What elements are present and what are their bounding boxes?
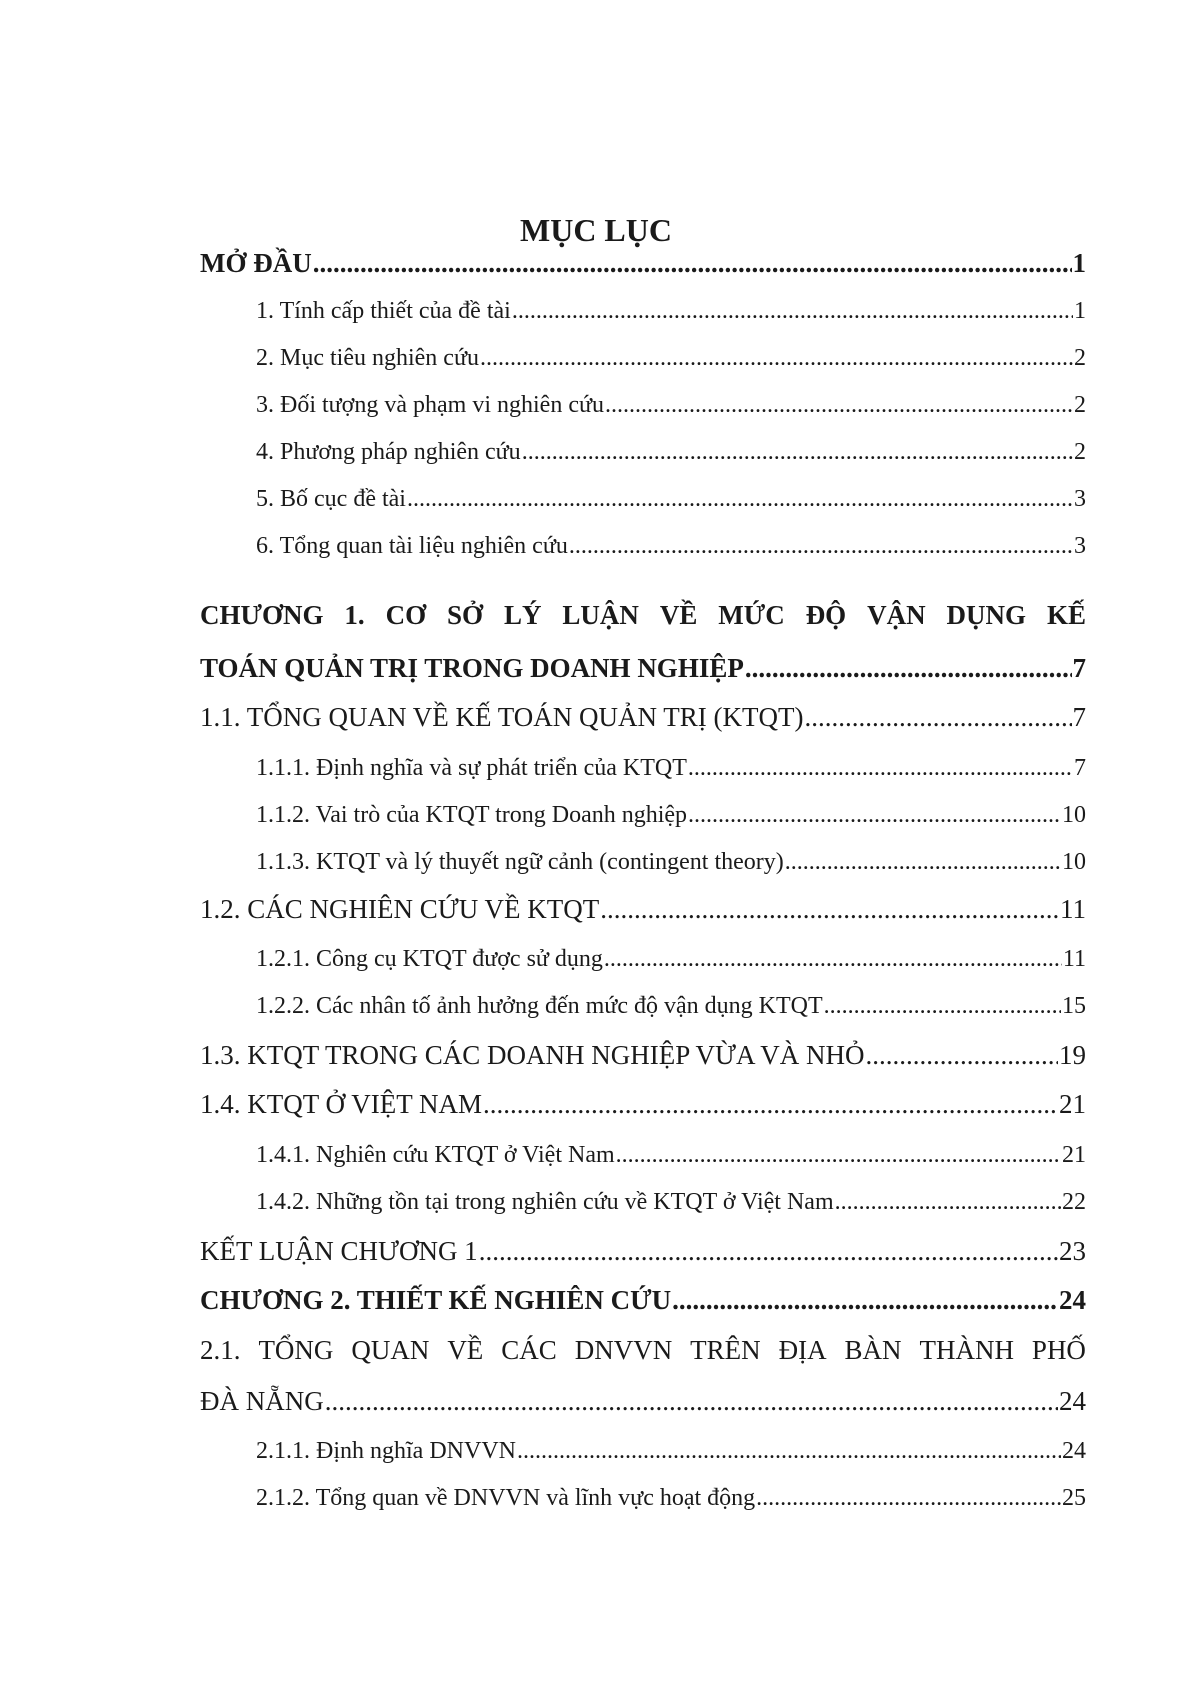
toc-label: KẾT LUẬN CHƯƠNG 1 <box>200 1236 478 1266</box>
toc-page-number: 7 <box>1072 653 1086 683</box>
toc-leader-dots <box>688 802 1061 829</box>
toc-page-number: 10 <box>1062 849 1086 875</box>
toc-label: 4. Phương pháp nghiên cứu <box>256 439 521 465</box>
toc-label: CHƯƠNG 2. THIẾT KẾ NGHIÊN CỨU <box>200 1285 672 1315</box>
toc-leader-dots <box>517 1438 1061 1465</box>
toc-word: VỀ <box>447 1335 484 1365</box>
toc-page-number: 11 <box>1062 946 1086 972</box>
toc-label: 2.1.2. Tổng quan về DNVVN và lĩnh vực hoạt động <box>256 1485 756 1511</box>
toc-page-number: 19 <box>1059 1040 1086 1070</box>
toc-entry <box>256 849 1086 876</box>
toc-entry <box>256 755 1086 782</box>
toc-word: TRÊN <box>690 1335 761 1365</box>
toc-word: DNVVN <box>574 1335 673 1365</box>
toc-label: 1.2.2. Các nhân tố ảnh hưởng đến mức độ vận dụng KTQT <box>256 993 823 1019</box>
toc-leader-dots <box>600 894 1059 925</box>
toc-leader-dots <box>824 993 1061 1020</box>
toc-leader-dots <box>835 1189 1061 1216</box>
toc-label: 1.2. CÁC NGHIÊN CỨU VỀ KTQT <box>200 894 600 924</box>
toc-leader-dots <box>522 439 1073 466</box>
toc-entry-chapter2 <box>200 1285 1086 1316</box>
toc-entry-section-1-2 <box>200 894 1086 925</box>
toc-leader-dots <box>756 1485 1061 1512</box>
toc-word: DỤNG <box>946 600 1027 630</box>
toc-page-number: 15 <box>1062 993 1086 1019</box>
toc-word: THÀNH <box>919 1335 1014 1365</box>
toc-leader-dots <box>804 702 1071 733</box>
toc-label: 1.2.1. Công cụ KTQT được sử dụng <box>256 946 603 972</box>
toc-label: 1.1.1. Định nghĩa và sự phát triển của KTQT <box>256 755 687 781</box>
toc-entry <box>256 802 1086 829</box>
toc-label: 3. Đối tượng và phạm vi nghiên cứu <box>256 392 604 418</box>
toc-entry-section-1-1 <box>200 702 1086 733</box>
toc-entry-conclusion-1 <box>200 1236 1086 1267</box>
toc-page-number: 1 <box>1074 298 1086 324</box>
toc-label: 1.1.2. Vai trò của KTQT trong Doanh nghiệp <box>256 802 688 828</box>
toc-page-number: 21 <box>1059 1089 1086 1119</box>
toc-word: 2.1. <box>200 1335 241 1365</box>
toc-word: TỔNG <box>258 1335 334 1365</box>
toc-word: VẬN <box>867 600 926 630</box>
toc-entry <box>256 533 1086 560</box>
toc-leader-dots <box>407 486 1073 513</box>
toc-word: KẾ <box>1046 600 1086 630</box>
toc-entry <box>256 345 1086 372</box>
toc-word: QUAN <box>351 1335 430 1365</box>
toc-page-number: 22 <box>1062 1189 1086 1215</box>
toc-word: PHỐ <box>1031 1335 1086 1365</box>
toc-leader-dots <box>479 1236 1058 1267</box>
toc-page-number: 23 <box>1059 1236 1086 1266</box>
toc-page-number: 21 <box>1062 1142 1086 1168</box>
toc-entry <box>256 392 1086 419</box>
toc-leader-dots <box>745 653 1072 684</box>
toc-entry-section-1-4 <box>200 1089 1086 1120</box>
toc-label: 5. Bố cục đề tài <box>256 486 406 512</box>
toc-page-number: 24 <box>1059 1386 1086 1416</box>
toc-label: 1.1.3. KTQT và lý thuyết ngữ cảnh (contingent theory) <box>256 849 784 875</box>
toc-entry-section-1-3 <box>200 1040 1086 1071</box>
toc-entry <box>256 486 1086 513</box>
toc-label: 1.4.1. Nghiên cứu KTQT ở Việt Nam <box>256 1142 615 1168</box>
toc-word: CƠ <box>385 600 427 630</box>
toc-word: CHƯƠNG <box>200 600 324 630</box>
toc-label: 1.4. KTQT Ở VIỆT NAM <box>200 1089 482 1119</box>
toc-page-number: 3 <box>1074 486 1086 512</box>
toc-entry <box>256 946 1086 973</box>
toc-word: MỨC <box>718 600 785 630</box>
toc-label: 1.4.2. Những tồn tại trong nghiên cứu về KTQT ở Việt Nam <box>256 1189 834 1215</box>
toc-leader-dots <box>313 248 1072 279</box>
toc-leader-dots <box>325 1386 1058 1417</box>
toc-leader-dots <box>604 946 1062 973</box>
toc-label: 6. Tổng quan tài liệu nghiên cứu <box>256 533 568 559</box>
toc-word: ĐỘ <box>805 600 847 630</box>
toc-entry <box>256 1142 1086 1169</box>
toc-label: 2. Mục tiêu nghiên cứu <box>256 345 479 371</box>
toc-entry-section-2-1 <box>200 1386 1086 1417</box>
toc-label: ĐÀ NẴNG <box>200 1386 324 1416</box>
toc-label: TOÁN QUẢN TRỊ TRONG DOANH NGHIỆP <box>200 653 744 683</box>
toc-leader-dots <box>688 755 1073 782</box>
toc-word: LUẬN <box>562 600 639 630</box>
toc-word: VỀ <box>659 600 698 630</box>
toc-leader-dots <box>483 1089 1058 1120</box>
toc-leader-dots <box>672 1285 1058 1316</box>
toc-entry <box>256 993 1086 1020</box>
toc-label: 2.1.1. Định nghĩa DNVVN <box>256 1438 516 1464</box>
toc-word: 1. <box>344 600 365 630</box>
toc-entry <box>256 1438 1086 1465</box>
toc-entry <box>256 298 1086 325</box>
toc-chapter1-line1 <box>200 600 1086 631</box>
toc-leader-dots <box>512 298 1073 325</box>
toc-leader-dots <box>865 1040 1058 1071</box>
toc-page-number: 11 <box>1060 894 1086 924</box>
toc-page-number: 2 <box>1074 392 1086 418</box>
toc-label: 1.3. KTQT TRONG CÁC DOANH NGHIỆP VỪA VÀ NHỎ <box>200 1040 865 1070</box>
toc-page-number: 10 <box>1062 802 1086 828</box>
toc-entry <box>256 439 1086 466</box>
toc-leader-dots <box>605 392 1073 419</box>
toc-leader-dots <box>569 533 1073 560</box>
toc-word: SỞ <box>447 600 484 630</box>
toc-leader-dots <box>785 849 1061 876</box>
toc-leader-dots <box>480 345 1073 372</box>
toc-page-number: 7 <box>1072 702 1086 732</box>
toc-label: 1.1. TỔNG QUAN VỀ KẾ TOÁN QUẢN TRỊ (KTQT) <box>200 702 804 732</box>
toc-page-number: 25 <box>1062 1485 1086 1511</box>
toc-page-number: 1 <box>1072 248 1086 278</box>
toc-word: CÁC <box>501 1335 557 1365</box>
toc-entry-chapter1 <box>200 653 1086 684</box>
toc-entry-mo-dau <box>200 248 1086 279</box>
toc-page-number: 24 <box>1059 1285 1086 1315</box>
toc-label: 1. Tính cấp thiết của đề tài <box>256 298 511 324</box>
toc-entry <box>256 1189 1086 1216</box>
toc-page-number: 3 <box>1074 533 1086 559</box>
toc-page-number: 2 <box>1074 439 1086 465</box>
toc-page-number: 7 <box>1074 755 1086 781</box>
toc-word: ĐỊA <box>778 1335 827 1365</box>
toc-leader-dots <box>616 1142 1061 1169</box>
toc-section-2-1-line1 <box>200 1335 1086 1366</box>
toc-word: LÝ <box>503 600 542 630</box>
toc-page-number: 2 <box>1074 345 1086 371</box>
page-title: MỤC LỤC <box>520 212 672 248</box>
toc-page-number: 24 <box>1062 1438 1086 1464</box>
toc-entry <box>256 1485 1086 1512</box>
toc-label: MỞ ĐẦU <box>200 248 312 278</box>
toc-word: BÀN <box>844 1335 902 1365</box>
